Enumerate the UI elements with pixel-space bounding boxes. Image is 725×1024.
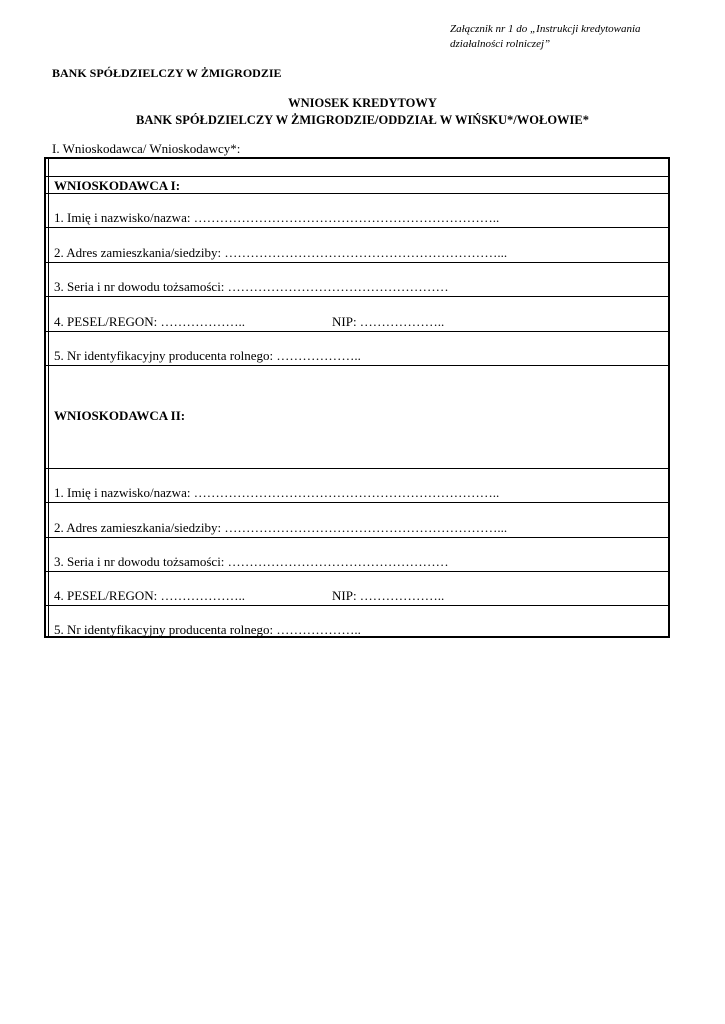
applicant2-pesel-field[interactable]: 4. PESEL/REGON: ……………….. (54, 588, 246, 603)
applicant2-address-field[interactable]: 2. Adres zamieszkania/siedziby: ………………………………………………………... (54, 520, 508, 535)
applicant1-address-field[interactable]: 2. Adres zamieszkania/siedziby: ………………………………………………………... (54, 245, 508, 260)
applicant2-id-document-field[interactable]: 3. Seria i nr dowodu tożsamości: …………………………………………… (54, 554, 449, 569)
divider (46, 227, 668, 228)
annex-note (450, 22, 690, 52)
form-subtitle: BANK SPÓŁDZIELCZY W ŻMIGRODZIE/ODDZIAŁ W WIŃSKU*/WOŁOWIE* (136, 113, 589, 127)
divider (46, 262, 668, 263)
applicant2-name-field[interactable]: 1. Imię i nazwisko/nazwa: …………………………………………………………….. (54, 485, 500, 500)
divider (46, 468, 668, 469)
divider (46, 331, 668, 332)
divider (46, 605, 668, 606)
applicant1-pesel-nip-row (54, 314, 654, 330)
applicant2-producer-id-field[interactable]: 5. Nr identyfikacyjny producenta rolnego: ……………….. (54, 622, 361, 637)
applicant1-nip-field[interactable]: NIP: ……………….. (332, 314, 445, 329)
divider (46, 537, 668, 538)
form-title: WNIOSEK KREDYTOWY (288, 96, 437, 110)
applicant2-pesel-nip-row (54, 588, 654, 604)
section-label: I. Wnioskodawca/ Wnioskodawcy*: (52, 141, 241, 156)
applicant1-pesel-field[interactable]: 4. PESEL/REGON: ……………….. (54, 314, 246, 329)
applicant2-heading: WNIOSKODAWCA II: (54, 408, 186, 423)
annex-note-line2: działalności rolniczej” (450, 38, 551, 50)
annex-note-line1: Załącznik nr 1 do „Instrukcji kredytowania (450, 23, 641, 35)
divider (46, 571, 668, 572)
bank-name: BANK SPÓŁDZIELCZY W ŻMIGRODZIE (52, 66, 282, 80)
divider (46, 296, 668, 297)
divider (46, 176, 668, 177)
applicant1-producer-id-field[interactable]: 5. Nr identyfikacyjny producenta rolnego: ……………….. (54, 348, 361, 363)
divider (46, 502, 668, 503)
divider (46, 365, 668, 366)
applicant2-nip-field[interactable]: NIP: ……………….. (332, 588, 445, 603)
applicant1-heading: WNIOSKODAWCA I: (54, 178, 181, 193)
applicant1-name-field[interactable]: 1. Imię i nazwisko/nazwa: …………………………………………………………….. (54, 210, 500, 225)
applicant1-id-document-field[interactable]: 3. Seria i nr dowodu tożsamości: …………………………………………… (54, 279, 449, 294)
applicant-form-table (44, 157, 670, 638)
